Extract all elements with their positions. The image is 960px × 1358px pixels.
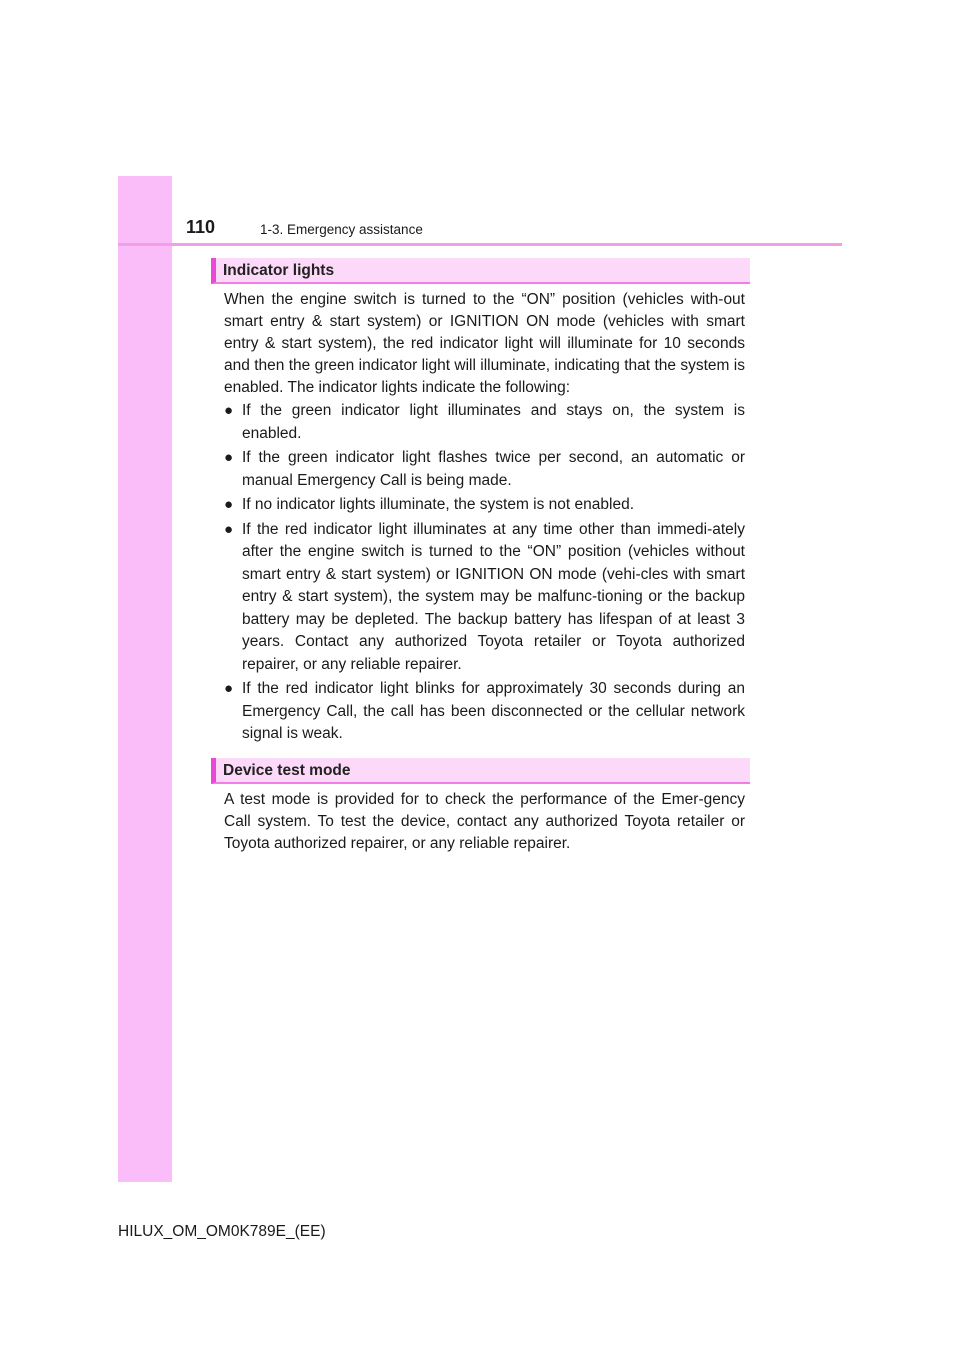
page-number: 110 xyxy=(186,217,216,237)
bullet-dot-icon: ● xyxy=(224,520,234,538)
header-rule xyxy=(118,243,842,246)
bullet-item xyxy=(224,494,745,517)
bullet-text: If the green indicator light flashes twice per second, an automatic or manual Emergency Call is being made. xyxy=(242,449,745,489)
heading-device-test-mode: Device test mode xyxy=(211,758,750,784)
bullet-text: If the green indicator light illuminates and stays on, the system is enabled. xyxy=(242,402,745,442)
bullet-item xyxy=(224,400,745,445)
bullet-item xyxy=(224,447,745,492)
bullet-text: If the red indicator light illuminates at any time other than immedi-ately after the engine switch is turned to the “ON” position (vehicles without smart entry & start system) or IGNITION ON mode (vehi-cles with smart entry & start system), the system may be malfunc-tioning or the backup battery may be depleted. The backup battery has lifespan of at least 3 years. Contact any authorized Toyota retailer or Toyota authorized repairer, or any reliable repairer. xyxy=(242,520,745,673)
document-id: HILUX_OM_OM0K789E_(EE) xyxy=(118,1223,326,1240)
bullet-dot-icon: ● xyxy=(224,496,234,513)
chapter-side-band xyxy=(118,176,172,1182)
bullet-dot-icon: ● xyxy=(224,402,234,419)
indicator-lights-bullet-list xyxy=(224,400,745,748)
heading-indicator-lights: Indicator lights xyxy=(211,258,750,284)
indicator-lights-intro: When the engine switch is turned to the “ON” position (vehicles with-out smart entry & start system) or IGNITION ON mode (vehicles with smart entry & start system), the red indicator light will illuminate for 10 seconds and then the green indicator light will illuminate, indicating that the system is enabled. The indicator lights indicate the following: xyxy=(224,291,745,396)
bullet-text: If no indicator lights illuminate, the system is not enabled. xyxy=(242,496,635,513)
bullet-item xyxy=(224,519,745,677)
bullet-dot-icon: ● xyxy=(224,680,234,697)
device-test-mode-text: A test mode is provided for to check the performance of the Emer-gency Call system. To test the device, contact any authorized Toyota retailer or Toyota authorized repairer, or any reliable repairer. xyxy=(224,791,745,852)
bullet-item xyxy=(224,678,745,746)
bullet-dot-icon: ● xyxy=(224,449,234,466)
bullet-text: If the red indicator light blinks for approximately 30 seconds during an Emergency Call, the call has been disconnected or the cellular network signal is weak. xyxy=(242,680,745,742)
section-reference: 1-3. Emergency assistance xyxy=(260,222,423,237)
